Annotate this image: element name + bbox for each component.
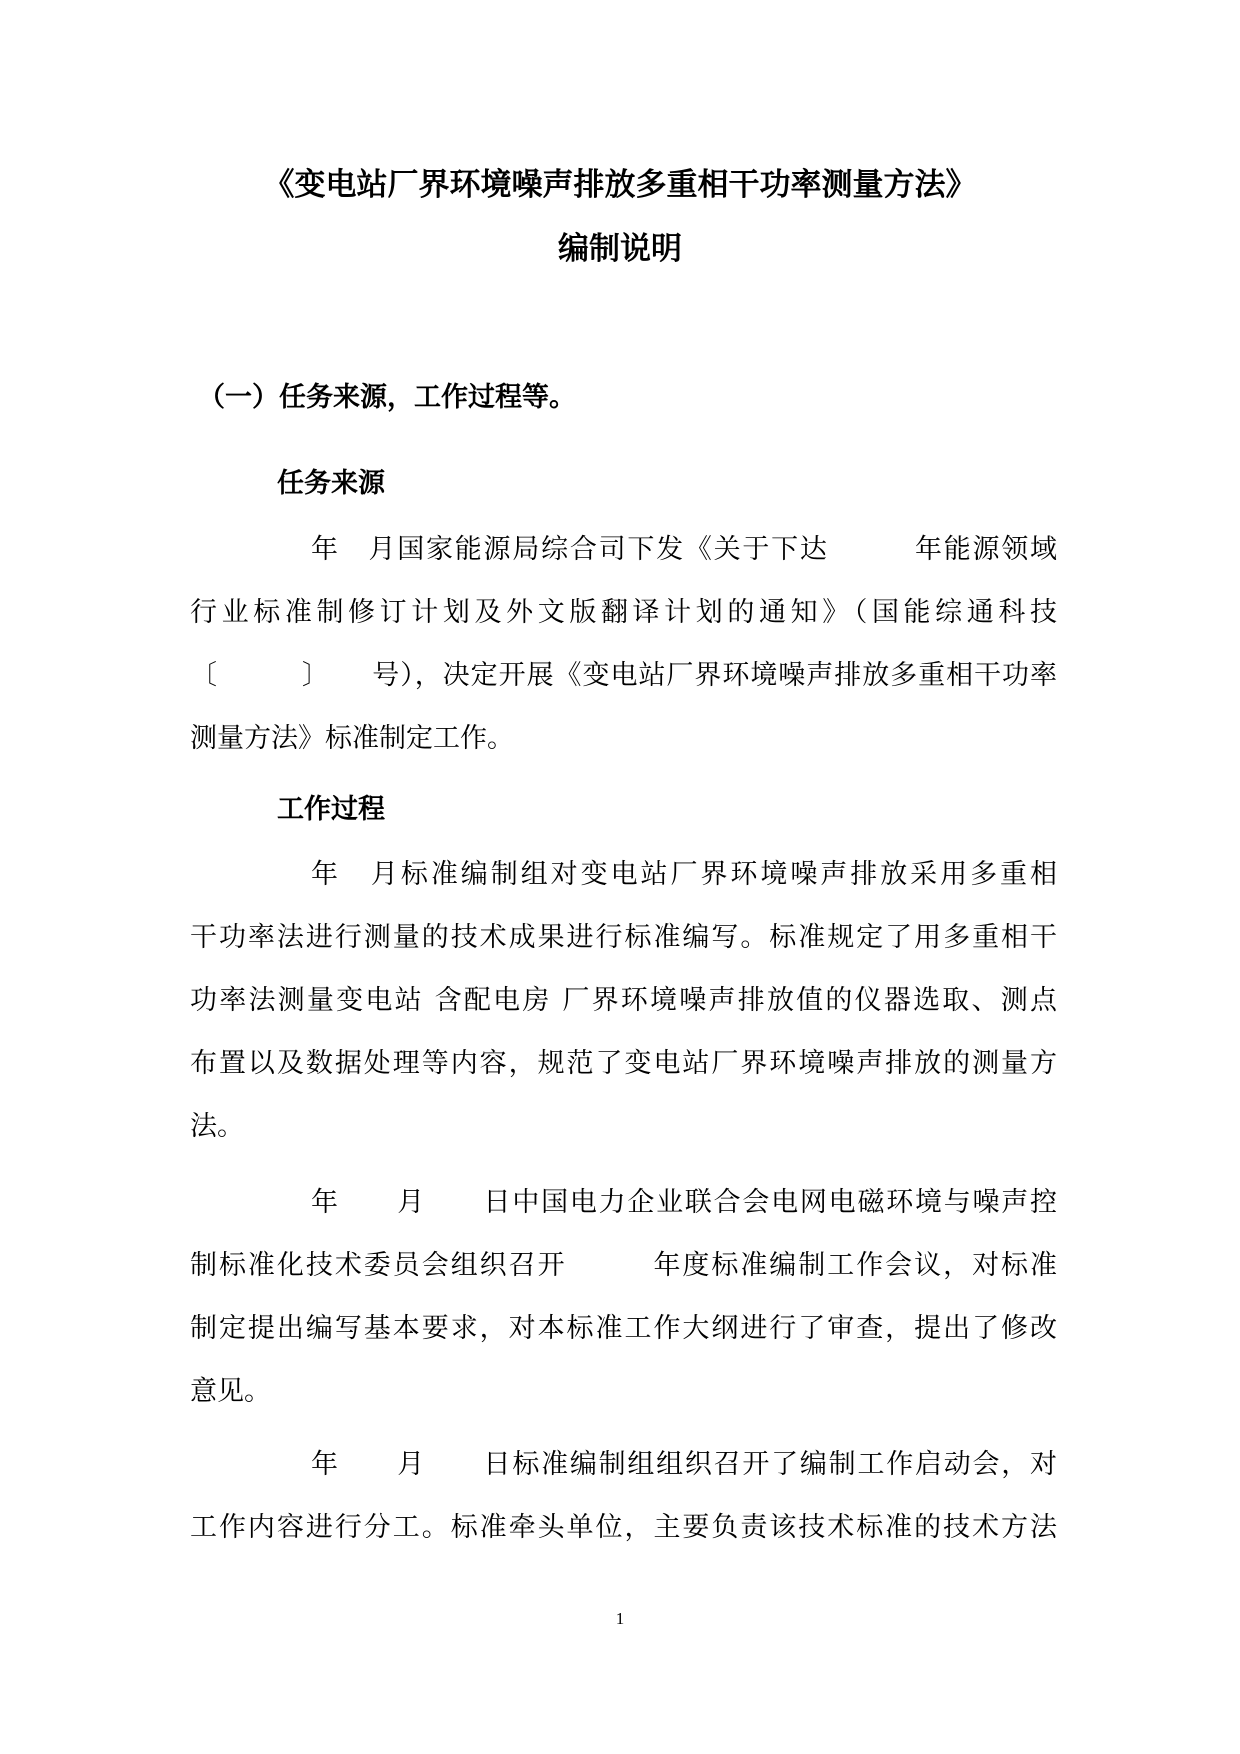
task-source-heading: 任务来源 bbox=[277, 468, 385, 499]
paragraph-line: 〔 〕 号），决定开展《变电站厂界环境噪声排放多重相干功率 bbox=[190, 660, 1057, 691]
paragraph-line: 制定提出编写基本要求，对本标准工作大纲进行了审查，提出了修改 bbox=[190, 1313, 1057, 1344]
document-subtitle: 编制说明 bbox=[558, 231, 682, 267]
work-process-heading: 工作过程 bbox=[277, 794, 385, 825]
paragraph-line: 制标准化技术委员会组织召开 年度标准编制工作会议，对标准 bbox=[190, 1250, 1057, 1281]
paragraph-line: 行业标准制修订计划及外文版翻译计划的通知》（国能综通科技 bbox=[190, 597, 1057, 628]
paragraph-line: 布置以及数据处理等内容，规范了变电站厂界环境噪声排放的测量方 bbox=[190, 1048, 1057, 1079]
paragraph-line: 工作内容进行分工。标准牵头单位，主要负责该技术标准的技术方法 bbox=[190, 1512, 1057, 1543]
paragraph-line: 年 月标准编制组对变电站厂界环境噪声排放采用多重相 bbox=[311, 859, 1057, 890]
paragraph-line: 干功率法进行测量的技术成果进行标准编写。标准规定了用多重相干 bbox=[190, 922, 1057, 953]
paragraph-line: 年 月 日标准编制组组织召开了编制工作启动会，对 bbox=[311, 1449, 1057, 1480]
page-number: 1 bbox=[615, 1609, 625, 1628]
paragraph-line: 功率法测量变电站 含配电房 厂界环境噪声排放值的仪器选取、测点 bbox=[190, 985, 1057, 1016]
document-title: 《变电站厂界环境噪声排放多重相干功率测量方法》 bbox=[263, 167, 977, 203]
section-heading: （一）任务来源，工作过程等。 bbox=[198, 382, 576, 413]
paragraph-line: 法。 bbox=[190, 1111, 244, 1142]
paragraph-line: 意见。 bbox=[190, 1376, 271, 1407]
paragraph-line: 测量方法》标准制定工作。 bbox=[190, 723, 514, 754]
paragraph-line: 年 月国家能源局综合司下发《关于下达 年能源领域 bbox=[311, 534, 1057, 565]
paragraph-line: 年 月 日中国电力企业联合会电网电磁环境与噪声控 bbox=[311, 1187, 1057, 1218]
